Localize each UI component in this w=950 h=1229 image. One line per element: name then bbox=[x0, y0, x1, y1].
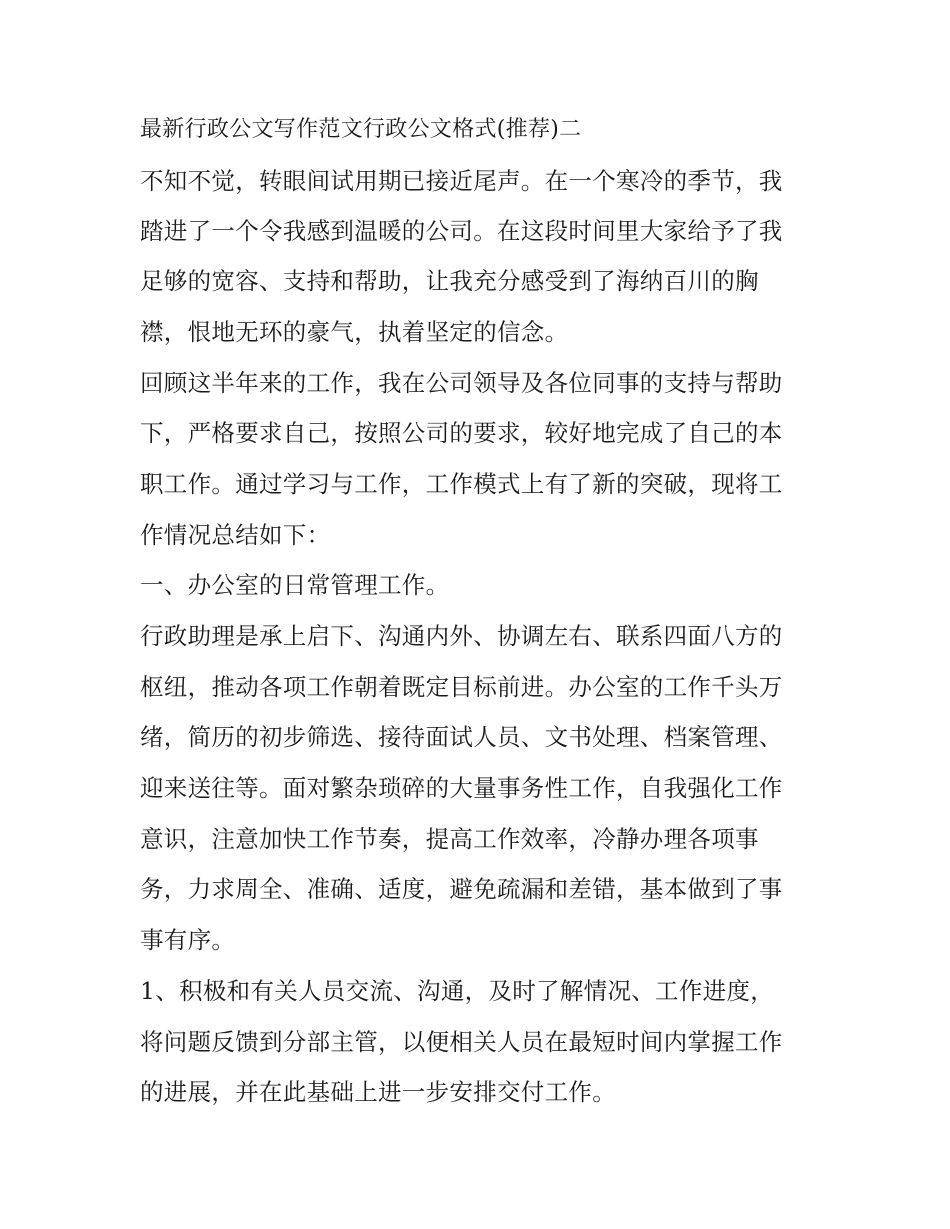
text-line: 回顾这半年来的工作，我在公司领导及各位同事的支持与帮助 bbox=[140, 369, 783, 397]
text-line: 职工作。通过学习与工作，工作模式上有了新的突破，现将工 bbox=[140, 470, 783, 498]
section-heading: 一、办公室的日常管理工作。 bbox=[140, 571, 450, 599]
text-line: 不知不觉，转眼间试用期已接近尾声。在一个寒冷的季节，我 bbox=[140, 167, 783, 195]
text-line: 意识，注意加快工作节奏，提高工作效率，冷静办理各项事 bbox=[140, 825, 759, 853]
text-line: 下，严格要求自己，按照公司的要求，较好地完成了自己的本 bbox=[140, 419, 783, 447]
list-item: 1、积极和有关人员交流、沟通，及时了解情况、工作进度， bbox=[140, 977, 775, 1005]
text-line: 枢纽，推动各项工作朝着既定目标前进。办公室的工作千头万 bbox=[140, 673, 783, 701]
text-line: 足够的宽容、支持和帮助，让我充分感受到了海纳百川的胸 bbox=[140, 267, 759, 295]
text-line: 踏进了一个令我感到温暖的公司。在这段时间里大家给予了我 bbox=[140, 217, 783, 245]
text-line: 行政助理是承上启下、沟通内外、协调左右、联系四面八方的 bbox=[140, 622, 783, 650]
document-title: 最新行政公文写作范文行政公文格式(推荐)二 bbox=[140, 117, 582, 142]
text-line: 绪，简历的初步筛选、接待面试人员、文书处理、档案管理、 bbox=[140, 723, 783, 751]
text-line: 作情况总结如下： bbox=[140, 521, 331, 549]
text-line: 迎来送往等。面对繁杂琐碎的大量事务性工作，自我强化工作 bbox=[140, 774, 783, 802]
text-line: 襟，恨地无环的豪气，执着坚定的信念。 bbox=[140, 318, 569, 346]
text-line: 将问题反馈到分部主管，以便相关人员在最短时间内掌握工作 bbox=[140, 1028, 783, 1056]
text-line: 事有序。 bbox=[140, 926, 236, 954]
text-line: 的进展，并在此基础上进一步安排交付工作。 bbox=[140, 1078, 616, 1106]
text-line: 务，力求周全、准确、适度，避免疏漏和差错，基本做到了事 bbox=[140, 875, 783, 903]
